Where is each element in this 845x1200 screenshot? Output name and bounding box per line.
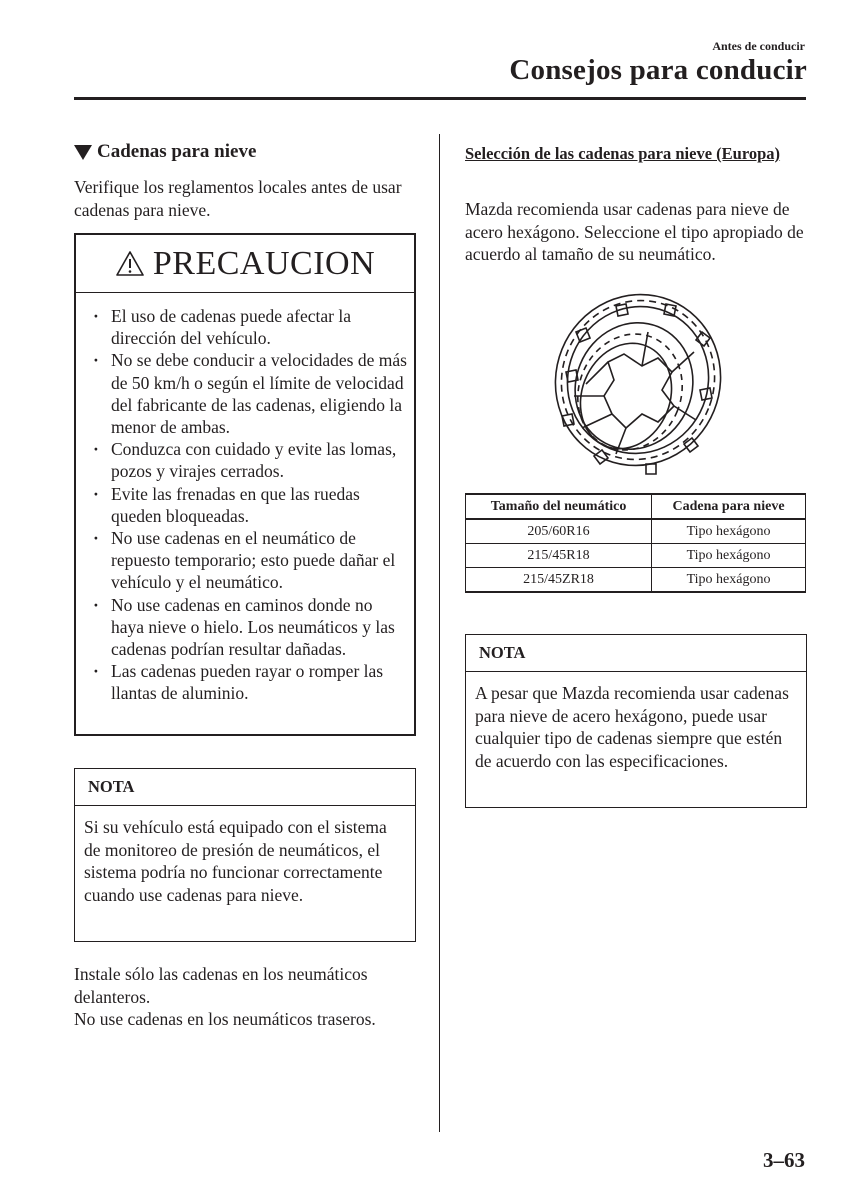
chain-type-cell: Tipo hexágono	[652, 568, 806, 593]
note-box-right	[465, 634, 807, 808]
recommendation-paragraph: Mazda recomienda usar cadenas para nieve de acero hexágono. Seleccione el tipo apropiado de acuerdo al tamaño de su neumático.	[465, 199, 804, 264]
triangle-bullet-icon	[74, 145, 92, 160]
bottom-line-1: Instale sólo las cadenas en los neumáticos delanteros.	[74, 964, 368, 1007]
subsection-heading: Selección de las cadenas para nieve (Europa)	[465, 144, 781, 163]
chain-type-cell: Tipo hexágono	[652, 519, 806, 544]
caution-item: · Evite las frenadas en que las ruedas queden bloqueadas.	[90, 483, 408, 527]
tire-size-cell: 215/45R18	[466, 544, 652, 568]
tire-size-cell: 205/60R16	[466, 519, 652, 544]
caution-item: · No use cadenas en el neumático de repuesto temporario; esto puede dañar el vehículo y el neumático.	[90, 527, 408, 594]
section-heading-text: Cadenas para nieve	[97, 141, 257, 162]
table-row	[466, 519, 806, 544]
column-divider	[439, 134, 440, 1132]
bottom-line-2: No use cadenas en los neumáticos traseros.	[74, 1009, 376, 1029]
section-heading	[74, 141, 256, 163]
caution-item: · No use cadenas en caminos donde no haya nieve o hielo. Los neumáticos y las cadenas podrían resultar dañadas.	[90, 594, 408, 661]
caution-item: · No se debe conducir a velocidades de más de 50 km/h o según el límite de velocidad del fabricante de las cadenas, eligiendo la menor de ambas.	[90, 349, 408, 438]
caution-item: · Conduzca con cuidado y evite las lomas, pozos y virajes cerrados.	[90, 438, 408, 482]
header-rule	[74, 97, 806, 100]
page-number: 3–63	[763, 1148, 805, 1172]
note-text: A pesar que Mazda recomienda usar cadenas para nieve de acero hexágono, puede usar cualquier tipo de cadenas siempre que estén de acuerdo con las especificaciones.	[475, 683, 789, 771]
caution-header	[76, 235, 414, 293]
warning-icon	[115, 250, 145, 277]
note-label: NOTA	[466, 635, 806, 672]
snow-chain-illustration	[546, 292, 722, 480]
intro-paragraph: Verifique los reglamentos locales antes de usar cadenas para nieve.	[74, 177, 402, 220]
header-section: Antes de conducir	[712, 39, 805, 53]
caution-box	[74, 233, 416, 736]
tire-size-cell: 215/45ZR18	[466, 568, 652, 593]
table-row	[466, 544, 806, 568]
page-title: Consejos para conducir	[509, 54, 807, 86]
bottom-paragraph	[74, 963, 419, 1031]
note-label: NOTA	[75, 769, 415, 806]
table-row	[466, 568, 806, 593]
column-header: Cadena para nieve	[652, 494, 806, 519]
caution-list	[76, 293, 414, 705]
tire-size-table	[465, 493, 806, 593]
column-header: Tamaño del neumático	[466, 494, 652, 519]
caution-item: · El uso de cadenas puede afectar la dirección del vehículo.	[90, 305, 408, 349]
table-header-row	[466, 494, 806, 519]
caution-item: · Las cadenas pueden rayar o romper las llantas de aluminio.	[90, 660, 408, 704]
note-text: Si su vehículo está equipado con el sistema de monitoreo de presión de neumáticos, el sistema podría no funcionar correctamente cuando use cadenas para nieve.	[84, 817, 387, 905]
note-box-left	[74, 768, 416, 942]
chain-type-cell: Tipo hexágono	[652, 544, 806, 568]
caution-title: PRECAUCION	[152, 244, 376, 282]
